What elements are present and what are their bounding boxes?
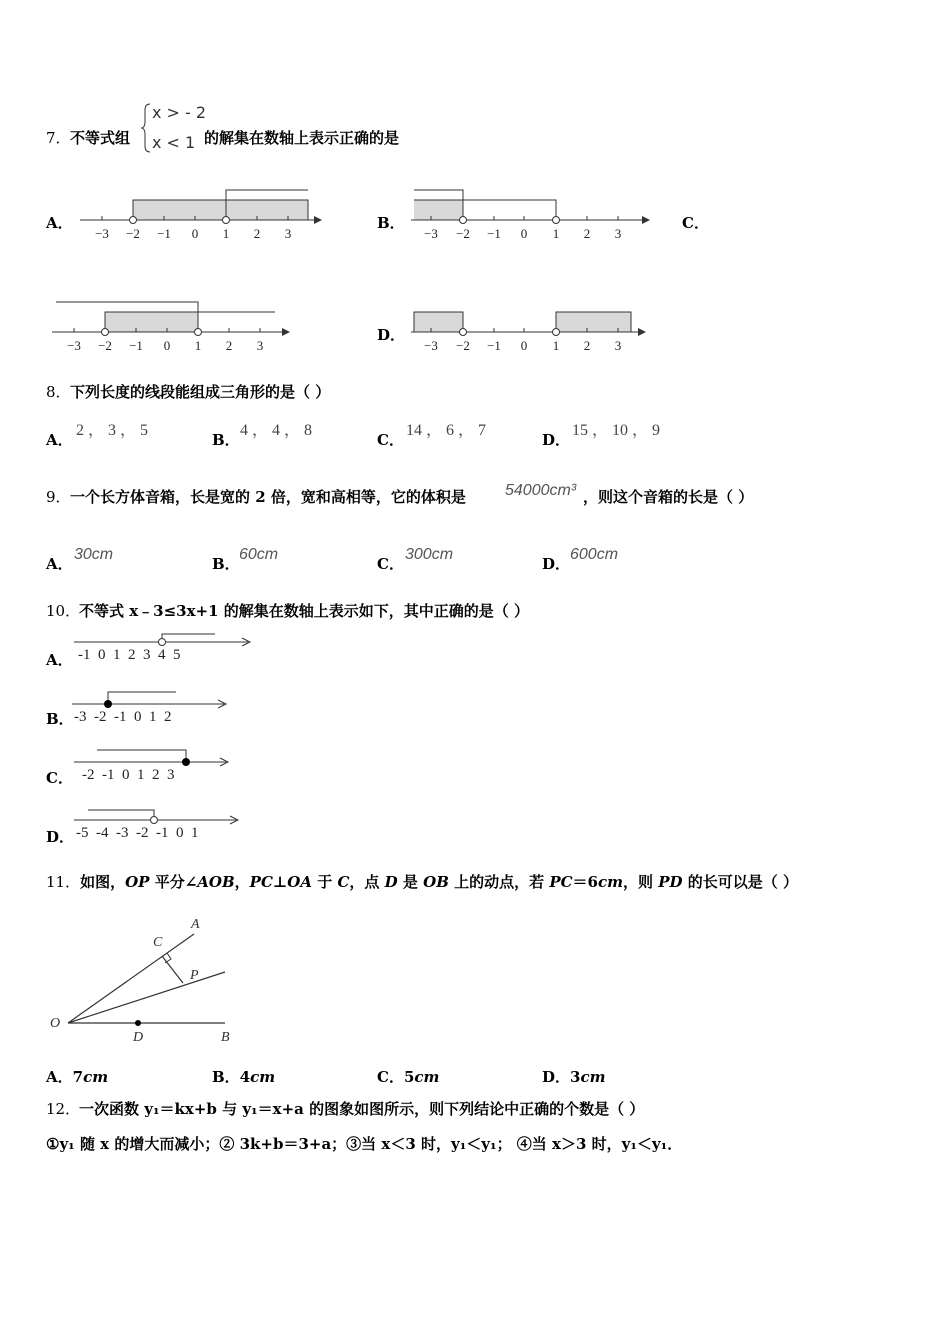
q10-option-a-label[interactable]: A． [46, 651, 73, 669]
q7-inequality-2: x < 1 [152, 133, 196, 152]
q7-text-pre: 不等式组 [70, 129, 131, 147]
q9-text-post: ，则这个音箱的长是（ ） [583, 488, 754, 506]
tick-label: −2 [98, 338, 112, 353]
q7-option-a-label[interactable]: A． [46, 214, 73, 232]
q10-option-c-label[interactable]: C． [46, 769, 73, 787]
q10-text: 不等式 x﹣3≤3x+1 的解集在数轴上表示如下，其中正确的是（ ） [79, 602, 530, 620]
q11-text: 11．如图，OP 平分∠AOB，PC⊥OA 于 C，点 D 是 OB 上的动点，若 PC＝6cm，则 PD 的长可以是（ ） [46, 873, 798, 891]
q9-option-a-value: 30cm [74, 546, 114, 563]
tick-label: −2 [456, 226, 470, 241]
q10-number: 10． [46, 602, 81, 620]
q9-option-a-label[interactable]: A． [46, 555, 73, 573]
fig-label-p: P [190, 968, 199, 983]
q8-text: 下列长度的线段能组成三角形的是（ ） [70, 383, 331, 401]
tick-label: 0 [520, 338, 528, 353]
tick-label: 1 [194, 338, 202, 353]
tick-label: −3 [67, 338, 81, 353]
tick-label: 3 [256, 338, 264, 353]
tick-label: 3 [284, 226, 292, 241]
q12-text-line2: ①y₁ 随 x 的增大而减小；② 3k+b＝3+a；③当 x＜3 时，y₁＜y₁； ④当 x＞3 时，y₁＜y₁． [46, 1135, 683, 1153]
tick-label: 1 [222, 226, 230, 241]
q12-text-line1: 一次函数 y₁＝kx+b 与 y₁＝x+a 的图象如图所示，则下列结论中正确的个数是（ ） [79, 1100, 645, 1118]
q10-axis-b-labels: -3 -2 -1 0 1 2 [74, 709, 172, 725]
fig-label-b: B [221, 1030, 230, 1045]
tick-label: −3 [424, 226, 438, 241]
q7-inequality-1: x > - 2 [152, 103, 207, 122]
tick-label: 2 [583, 338, 591, 353]
q10-option-b-label[interactable]: B． [46, 710, 74, 728]
tick-label: −1 [129, 338, 143, 353]
tick-label: −1 [487, 226, 501, 241]
q9-text-pre: 一个长方体音箱，长是宽的 2 倍，宽和高相等，它的体积是 [70, 488, 466, 506]
q9-option-d-value: 600cm [570, 546, 619, 563]
q9-option-b-value: 60cm [239, 546, 279, 563]
q8-option-d-value: 15 ， 10 ， 9 [572, 422, 661, 439]
q8-option-d-label[interactable]: D． [542, 431, 571, 449]
q8-option-c-value: 14 ， 6 ， 7 [406, 422, 487, 439]
q8-option-c-label[interactable]: C． [377, 431, 404, 449]
q7-option-c-label[interactable]: C． [682, 214, 709, 232]
q8-option-b-label[interactable]: B． [212, 431, 240, 449]
q9-volume: 54000cm³ [505, 482, 577, 499]
q9-number: 9． [46, 488, 71, 506]
q8-number: 8． [46, 383, 71, 401]
tick-label: 3 [614, 226, 622, 241]
tick-label: 2 [253, 226, 261, 241]
q7-number: 7． [46, 129, 71, 147]
q7-text-post: 的解集在数轴上表示正确的是 [204, 129, 400, 147]
tick-label: 0 [520, 226, 528, 241]
q9-option-b-label[interactable]: B． [212, 555, 240, 573]
q11-figure [0, 0, 300, 1060]
q10-axis-d-labels: -5 -4 -3 -2 -1 0 1 [76, 825, 199, 841]
tick-label: 2 [225, 338, 233, 353]
q8-option-b-value: 4 ， 4 ， 8 [240, 422, 313, 439]
fig-label-d: D [133, 1030, 144, 1045]
q8-option-a-label[interactable]: A． [46, 431, 73, 449]
q8-option-a-value: 2 ， 3 ， 5 [76, 422, 149, 439]
q10-axis-c-labels: -2 -1 0 1 2 3 [82, 767, 175, 783]
q10-axis-a-labels: -1 0 1 2 3 4 5 [78, 647, 181, 663]
tick-label: 1 [552, 338, 560, 353]
q7-option-d-label[interactable]: D． [377, 326, 406, 344]
q9-option-c-label[interactable]: C． [377, 555, 404, 573]
tick-label: −2 [126, 226, 140, 241]
q11-option-b[interactable]: B．4cm [212, 1068, 276, 1086]
tick-label: −3 [95, 226, 109, 241]
q9-option-c-value: 300cm [405, 546, 454, 563]
tick-label: −3 [424, 338, 438, 353]
tick-label: 3 [614, 338, 622, 353]
fig-label-c: C [153, 935, 163, 950]
fig-label-a: A [191, 917, 200, 932]
q11-option-c[interactable]: C．5cm [377, 1068, 440, 1086]
tick-label: −1 [157, 226, 171, 241]
tick-label: 2 [583, 226, 591, 241]
tick-label: −2 [456, 338, 470, 353]
q12-number: 12． [46, 1100, 81, 1118]
tick-label: −1 [487, 338, 501, 353]
tick-label: 0 [191, 226, 199, 241]
q7-option-b-label[interactable]: B． [377, 214, 405, 232]
q10-option-d-label[interactable]: D． [46, 828, 75, 846]
q9-option-d-label[interactable]: D． [542, 555, 571, 573]
q11-option-d[interactable]: D．3cm [542, 1068, 606, 1086]
q11-option-a[interactable]: A．7cm [46, 1068, 109, 1086]
tick-label: 1 [552, 226, 560, 241]
tick-label: 0 [163, 338, 171, 353]
fig-label-o: O [50, 1016, 61, 1031]
